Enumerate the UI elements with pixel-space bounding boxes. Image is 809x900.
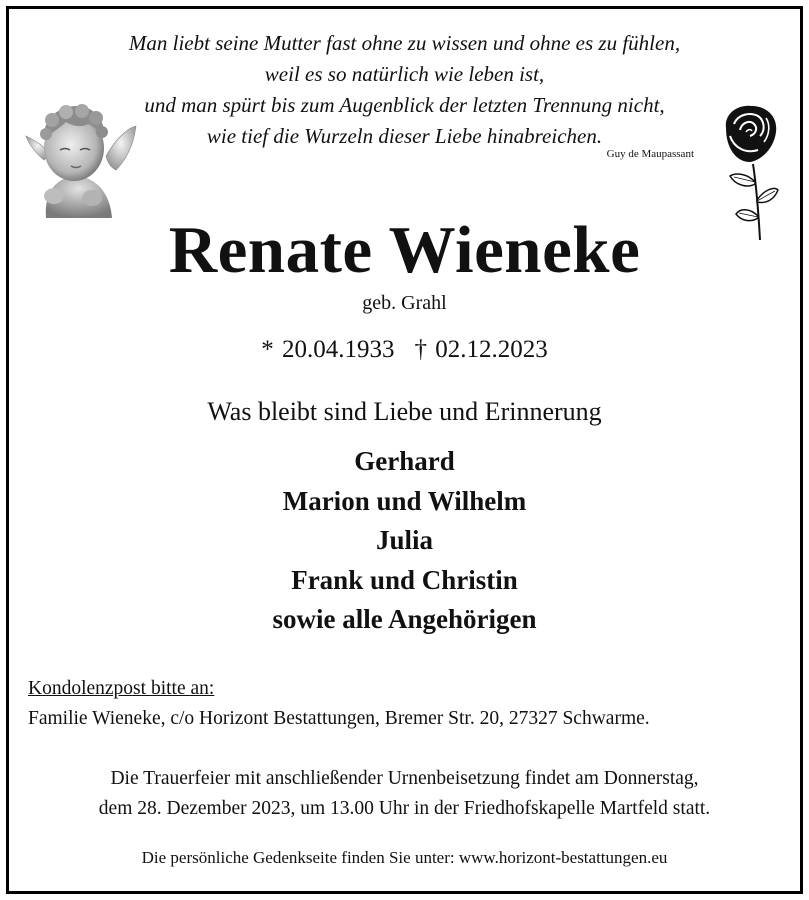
life-dates [0,336,809,364]
mourners-list [0,442,809,640]
mourner: Frank und Christin [291,564,518,595]
mourner: sowie alle Angehörigen [272,604,537,634]
ceremony-line: Die Trauerfeier mit anschließender Urnenbeisetzung findet am Donnerstag, [110,768,699,789]
quote-block [0,28,809,152]
mourner: Marion und Wilhelm [282,485,527,516]
mourner: Julia [375,525,434,555]
birth-name: geb. Grahl [362,292,447,314]
condolence-label: Kondolenzpost bitte an: [28,678,215,699]
condolence-address: Familie Wieneke, c/o Horizont Bestattungen, Bremer Str. 20, 27327 Schwarme. [28,708,650,729]
death-date: † 02.12.2023 [414,336,548,363]
deceased-name: Renate Wieneke [168,213,641,287]
quote-line: Man liebt seine Mutter fast ohne zu wissen und ohne es zu fühlen, [128,31,681,55]
quote-line: wie tief die Wurzeln dieser Liebe hinabreichen. [206,124,603,148]
birth-date: * 20.04.1933 [261,336,395,363]
motto: Was bleibt sind Liebe und Erinnerung [207,397,602,426]
ceremony-info [0,764,809,824]
quote-line: und man spürt bis zum Augenblick der letzten Trennung nicht, [144,93,665,117]
quote-author: Guy de Maupassant [606,148,694,160]
ceremony-line: dem 28. Dezember 2023, um 13.00 Uhr in der Friedhofskapelle Martfeld statt. [98,798,711,819]
mourner: Gerhard [354,446,455,476]
quote-line: weil es so natürlich wie leben ist, [264,62,545,86]
memorial-website: Die persönliche Gedenkseite finden Sie unter: www.horizont-bestattungen.eu [141,848,668,867]
